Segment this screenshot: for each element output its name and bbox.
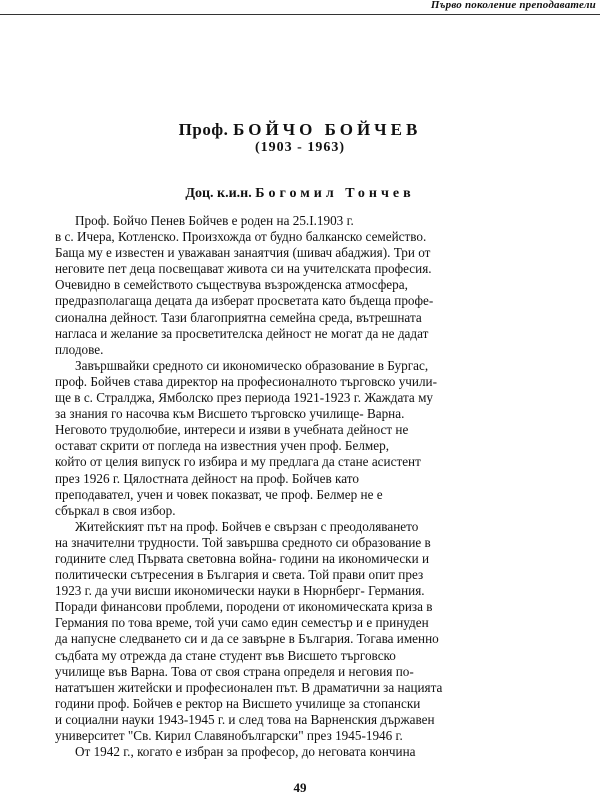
text-line: проф. Бойчев става директор на професионалното търговско учили-	[55, 373, 438, 389]
text-line: годините след Първата световна война- години на икономически и	[55, 550, 429, 566]
author-name: Богомил Тончев	[255, 186, 415, 201]
text-line: предразполагаща децата да изберат просветата като бъдеща профе-	[55, 293, 434, 309]
text-line: плодове.	[55, 341, 104, 357]
text-line: Проф. Бойчо Пенев Бойчев е роден на 25.I.1903 г.	[75, 213, 354, 228]
text-line: Завършвайки средното си икономическо образование в Бургас,	[75, 357, 429, 373]
text-line: през 1926 г. Цялостната дейност на проф. Бойчев като	[55, 470, 359, 486]
title-name: БОЙЧО БОЙЧЕВ	[233, 120, 422, 139]
text-line: От 1942 г., когато е избран за професор, до неговата кончина	[75, 744, 416, 760]
paragraph	[55, 519, 590, 744]
running-header-label: Първо поколение преподаватели	[425, 0, 596, 11]
text-line: университет "Св. Кирил Славянобългарски" през 1945-1946 г.	[55, 728, 403, 743]
text-line: неговите пет деца посвещават живота си на учителската професия.	[55, 261, 432, 277]
text-line: нататъшен житейски и професионален път. В драматични за нацията	[55, 679, 443, 695]
text-line: остават скрити от погледа на известния учен проф. Белмер,	[55, 438, 390, 454]
text-line: ще в с. Стралджа, Ямболско през периода 1921-1923 г. Жаждата му	[55, 390, 434, 406]
text-line: и социални науки 1943-1945 г. и след това на Варненския държавен	[55, 711, 435, 727]
text-line: Германия по това време, той учи само един семестър и е принуден	[55, 615, 429, 631]
title-prefix: Проф.	[178, 120, 229, 139]
text-line: политически сътресения в България и света. Той прави опит през	[55, 567, 424, 583]
text-line: сионална дейност. Тази благоприятна семейна среда, вътрешната	[55, 309, 422, 325]
text-line: години проф. Бойчев е ректор на Висшето училище за стопански	[55, 695, 421, 711]
article-body	[55, 213, 590, 760]
text-line: 1923 г. да учи висши икономически науки в Нюрнберг- Германия.	[55, 583, 425, 599]
running-header	[0, 0, 600, 20]
text-line: преподавател, учен и човек показват, че проф. Белмер не е	[55, 486, 383, 502]
text-line: за знания го насочва към Висшето търговско училище- Варна.	[55, 406, 405, 422]
text-line: на значителни трудности. Той завършва средното си образование в	[55, 534, 431, 550]
page-number: 49	[293, 780, 307, 795]
text-line: Поради финансови проблеми, породени от икономическата криза в	[55, 599, 433, 615]
text-line: съдбата му отрежда да стане студент във Висшето търговско	[55, 647, 396, 663]
author-line	[0, 186, 600, 202]
text-line: да напусне следването си и да се завърне в България. Тогава именно	[55, 631, 439, 647]
life-years: (1903 - 1963)	[255, 140, 345, 155]
header-rule	[0, 14, 600, 15]
text-line: Баща му е известен и уважаван занаятчия (шивач абаджия). Три от	[55, 245, 431, 261]
paragraph	[55, 358, 590, 519]
paragraph	[55, 744, 590, 760]
text-line: сбъркал в своя избор.	[55, 502, 176, 518]
text-line: Очевидно в семейството съществува възрожденска атмосфера,	[55, 277, 408, 293]
text-line: Житейският път на проф. Бойчев е свързан с преодоляването	[75, 518, 419, 534]
text-line: който от целия випуск го избира и му предлага да стане асистент	[55, 454, 421, 470]
article-title	[0, 120, 600, 140]
text-line: в с. Ичера, Котленско. Произхожда от будно балканско семейство.	[55, 229, 427, 245]
author-prefix: Доц. к.и.н.	[185, 186, 252, 201]
text-line: нагласа и желание за просветителска дейност не могат да не дадат	[55, 325, 429, 341]
paragraph	[55, 213, 590, 358]
text-line: Неговото трудолюбие, интереси и изяви в учебната дейност не	[55, 422, 409, 438]
text-line: училище във Варна. Това от своя страна определя и неговия по-	[55, 663, 414, 679]
